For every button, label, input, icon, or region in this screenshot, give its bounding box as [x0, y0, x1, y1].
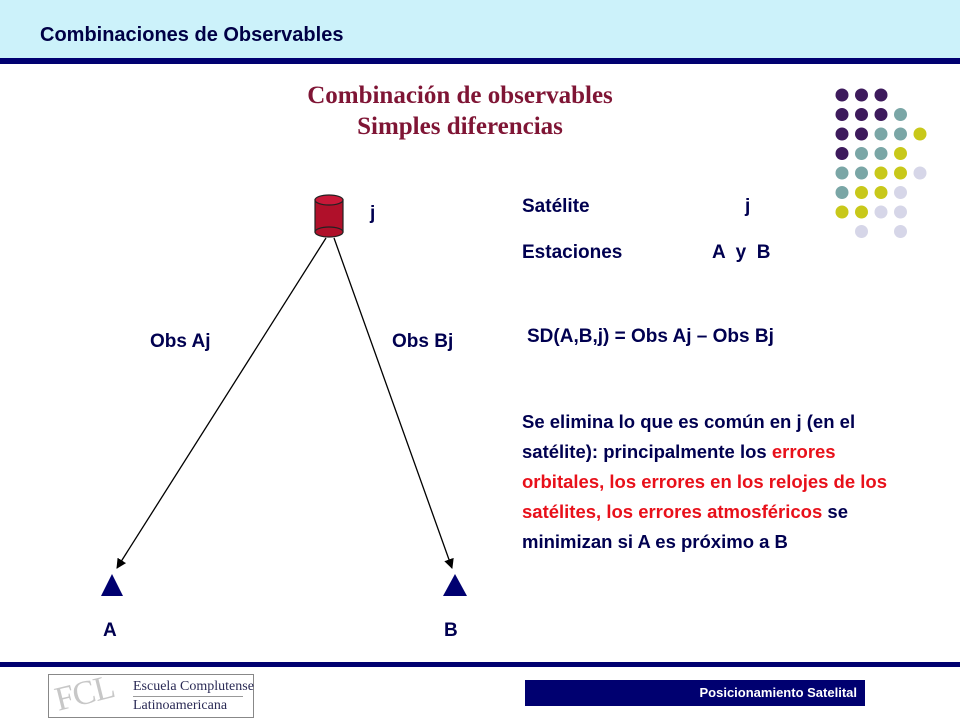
station-b-icon [443, 574, 467, 596]
footer-course-label: Posicionamiento Satelital [525, 680, 865, 706]
single-difference-formula: SD(A,B,j) = Obs Aj – Obs Bj [527, 326, 774, 347]
obs-aj-label: Obs Aj [150, 331, 211, 352]
explanation-text-2: se minimizan si A es próximo a B [522, 501, 848, 552]
logo-name-line-1: Escuela Complutense [133, 679, 254, 694]
explanation-text-1: Se elimina lo que es común en j (en el satélite): principalmente los [522, 411, 856, 462]
obs-bj-label: Obs Bj [392, 331, 454, 352]
stations-value: A y B [712, 242, 771, 263]
bottom-rule [0, 662, 960, 667]
slide-header-title: Combinaciones de Observables [40, 24, 344, 46]
satellite-icon [315, 195, 343, 237]
logo-divider [133, 696, 243, 697]
satellite-key: Satélite [522, 196, 590, 217]
title-line-1: Combinación de observables [307, 82, 613, 109]
satellite-label: j [370, 203, 376, 224]
title-line-2: Simples diferencias [357, 113, 563, 140]
institution-logo [48, 668, 254, 719]
logo-mark: FCL [51, 668, 118, 719]
station-a-label: A [103, 620, 117, 641]
explanation-highlight: errores orbitales, los errores en los relojes de los satélites, los errores atmosféricos [522, 441, 888, 522]
stations-key: Estaciones [522, 242, 623, 263]
satellite-value: j [745, 196, 751, 217]
arrow-satellite-to-a [117, 238, 326, 568]
explanation-paragraph [522, 407, 902, 557]
logo-name-line-2: Latinoamericana [133, 698, 228, 713]
station-a-icon [101, 574, 123, 596]
station-b-label: B [444, 620, 458, 641]
arrow-satellite-to-b [334, 238, 452, 568]
